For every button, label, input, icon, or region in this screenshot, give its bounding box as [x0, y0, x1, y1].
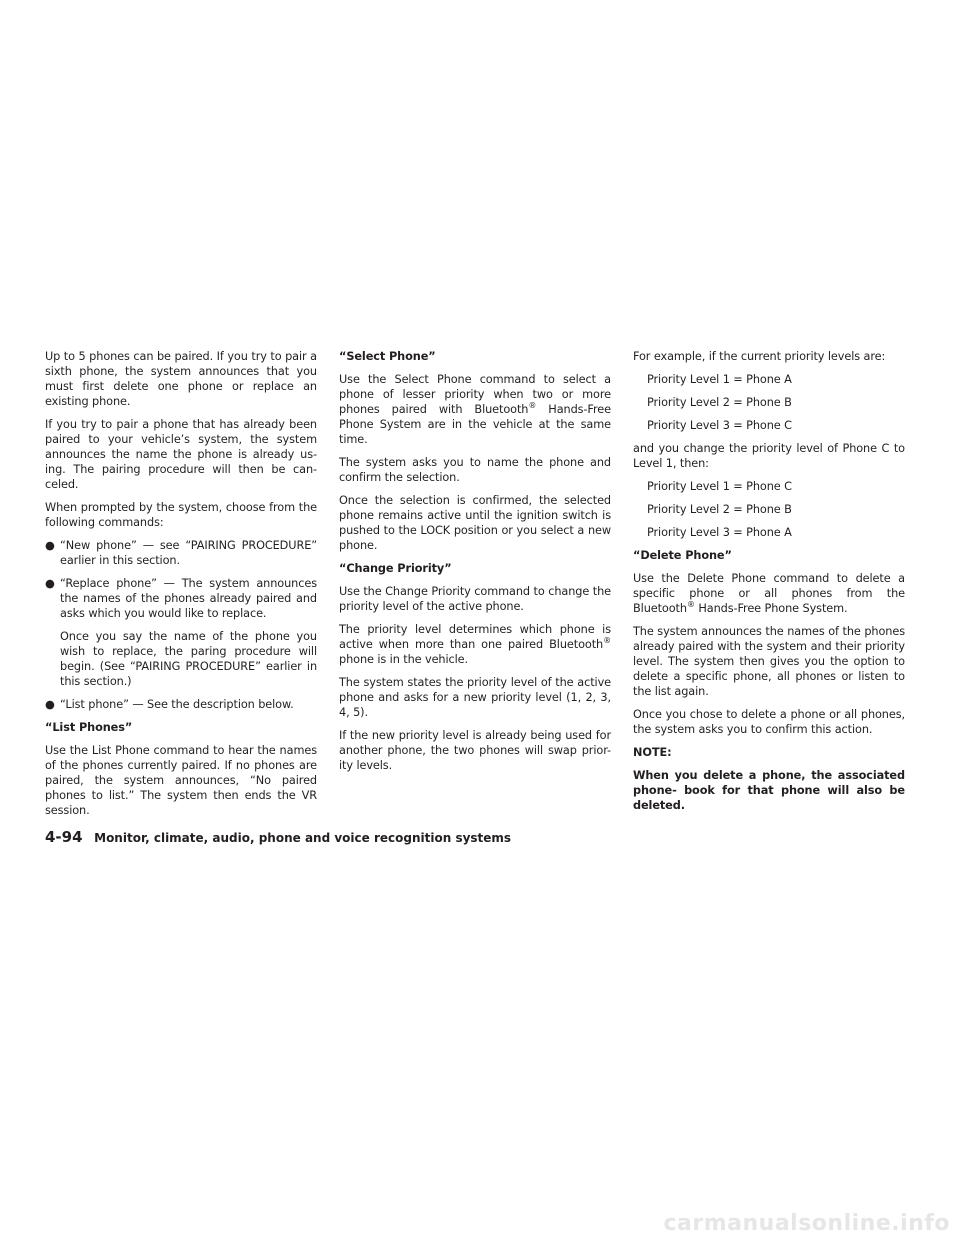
text-run: Use the Select Phone command to select a phone of lesser priority when two or more phones paired with Bluetooth [339, 373, 611, 416]
heading-change-priority: “Change Priority” [339, 562, 452, 575]
paragraph-delete-confirm: Once you chose to delete a phone or all phones, the system asks you to confirm this action. [633, 708, 905, 736]
paragraph-then: and you change the priority level of Phone C to Level 1, then: [633, 442, 905, 470]
priority-level-line: Priority Level 3 = Phone C [647, 419, 792, 432]
priority-level-line: Priority Level 2 = Phone B [647, 396, 792, 409]
registered-mark: ® [686, 600, 695, 610]
bullet-icon: ● [45, 539, 55, 552]
text-column-3 [633, 349, 905, 821]
bullet-text: “List phone” — See the description below. [60, 698, 294, 711]
paragraph-priority-states: The system states the priority level of the active phone and asks for a new priority level (1, 2, 3, 4, 5). [339, 676, 611, 719]
page-footer [45, 827, 511, 846]
paragraph-already-paired: If you try to pair a phone that has already been paired to your vehicle’s system, the system announces the name the phone is already us- ing. The pairing procedure will then be can- celed. [45, 418, 317, 491]
text-column-2 [339, 349, 611, 781]
text-run: Hands-Free Phone System are in the vehicle at the same time. [339, 403, 611, 446]
priority-level-line: Priority Level 1 = Phone A [647, 373, 792, 386]
priority-level-line: Priority Level 3 = Phone A [647, 526, 792, 539]
bullet-text: “New phone” — see “PAIRING PROCEDURE” earlier in this section. [60, 539, 317, 567]
bullet-icon: ● [45, 577, 55, 590]
paragraph-priority-determines [339, 622, 611, 667]
text-run: Use the Delete Phone command to delete a specific phone or all phones from the Bluetooth [633, 572, 905, 615]
heading-select-phone: “Select Phone” [339, 350, 436, 363]
note-text: When you delete a phone, the associated phone- book for that phone will also be deleted. [633, 769, 905, 812]
watermark-logo: carmanualsonline.info [663, 1211, 950, 1236]
paragraph-list-phones: Use the List Phone command to hear the names of the phones currently paired. If no phones are paired, the system announces, “No paired phones to list.” The system then ends the VR session. [45, 744, 317, 817]
paragraph-commands-intro: When prompted by the system, choose from the following commands: [45, 501, 317, 529]
priority-level-line: Priority Level 1 = Phone C [647, 480, 792, 493]
paragraph-pairing-limit: Up to 5 phones can be paired. If you try to pair a sixth phone, the system announces that you must first delete one phone or replace an existing phone. [45, 350, 317, 408]
text-column-1 [45, 349, 317, 826]
registered-mark: ® [603, 636, 611, 646]
priority-level-line: Priority Level 2 = Phone B [647, 503, 792, 516]
bullet-replace-phone-continuation: Once you say the name of the phone you wish to replace, the paring procedure will begin. (See “PAIRING PROCEDURE” earlier in this section.) [60, 630, 317, 688]
paragraph-example: For example, if the current priority levels are: [633, 350, 886, 363]
paragraph-change-priority: Use the Change Priority command to change the priority level of the active phone. [339, 585, 611, 613]
priority-levels-before [633, 372, 905, 433]
page-number: 4-94 [45, 828, 83, 846]
paragraph-delete-phone [633, 571, 905, 616]
paragraph-delete-announce: The system announces the names of the phones already paired with the system and their priority level. The system then gives you the option to delete a specific phone, all phones or listen to the list again. [633, 625, 905, 698]
paragraph-select-phone [339, 372, 611, 447]
heading-list-phones: “List Phones” [45, 721, 133, 734]
registered-mark: ® [528, 401, 537, 411]
paragraph-select-confirm: The system asks you to name the phone and confirm the selection. [339, 456, 611, 484]
heading-delete-phone: “Delete Phone” [633, 549, 732, 562]
text-run: The priority level determines which phone is active when more than one paired Bluetooth [339, 623, 611, 651]
section-title: Monitor, climate, audio, phone and voice recognition systems [94, 831, 512, 845]
note-label: NOTE: [633, 746, 672, 759]
bullet-replace-phone [45, 576, 317, 621]
text-run: Hands-Free Phone System. [694, 602, 848, 615]
priority-levels-after [633, 479, 905, 540]
bullet-text: “Replace phone” — The system announces the names of the phones already paired and asks which you would like to replace. [60, 577, 317, 620]
bullet-new-phone [45, 538, 317, 568]
bullet-icon: ● [45, 698, 55, 711]
paragraph-priority-swap: If the new priority level is already being used for another phone, the two phones will swap prior- ity levels. [339, 729, 611, 772]
paragraph-select-active: Once the selection is confirmed, the selected phone remains active until the ignition switch is pushed to the LOCK position or you select a new phone. [339, 494, 611, 552]
text-run: phone is in the vehicle. [339, 653, 469, 666]
bullet-list-phone [45, 697, 317, 712]
